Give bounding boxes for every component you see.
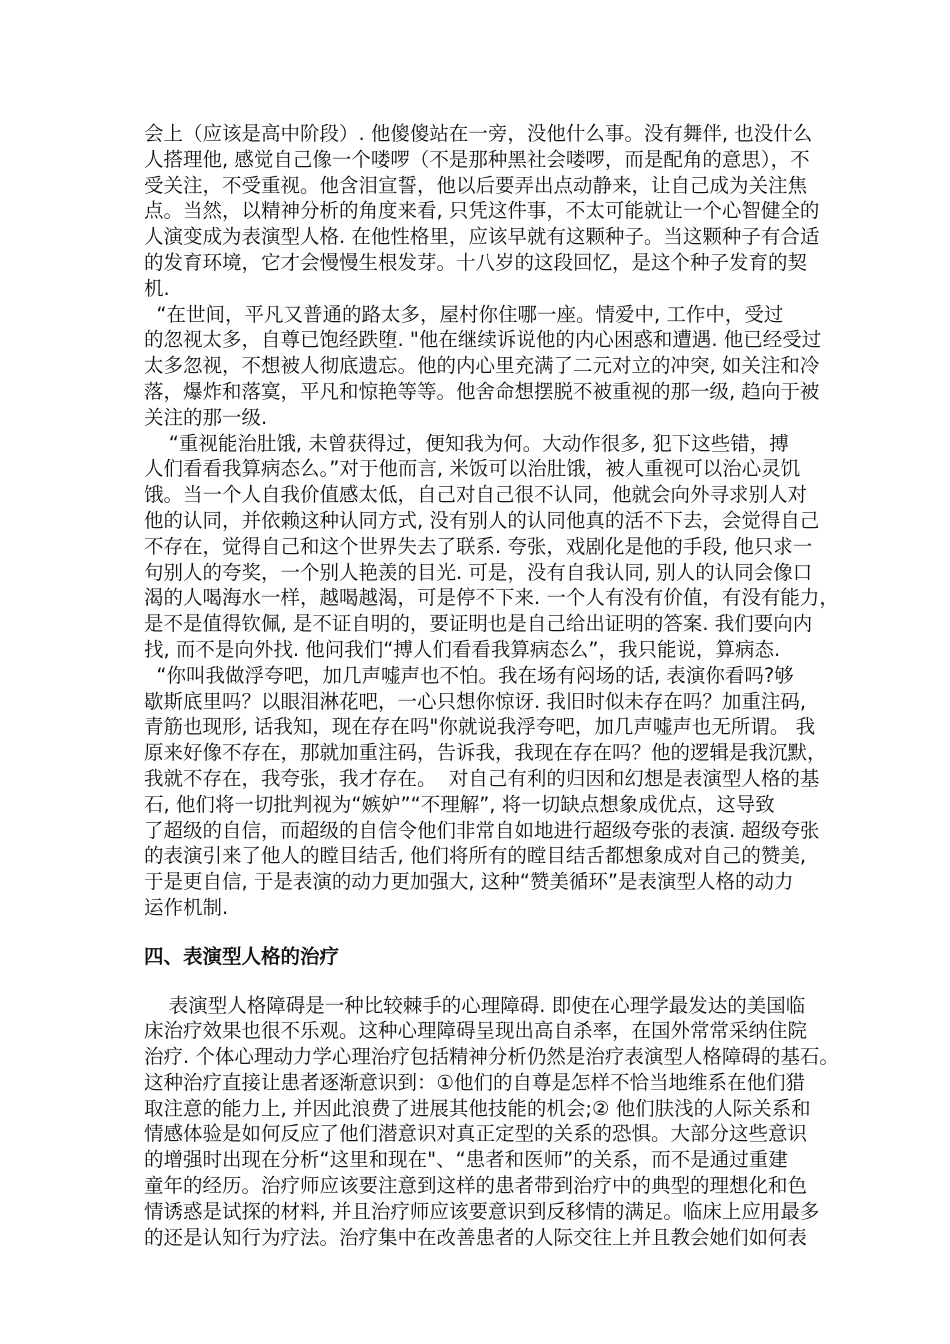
text-line: 表演型人格障碍是一种比较棘手的心理障碍. 即使在心理学最发达的美国临 xyxy=(144,993,806,1017)
paragraph-3 xyxy=(144,431,839,663)
text-line: “在世间，平凡又普通的路太多，屋村你住哪一座。情爱中, 工作中，受过 xyxy=(144,302,784,326)
paragraph-2 xyxy=(144,302,820,431)
paragraph-4 xyxy=(144,663,827,921)
text-line: 青筋也现形, 话我知，现在存在吗"你就说我浮夸吧，加几声嘘声也无所谓。 我 xyxy=(144,715,816,739)
text-line: 原来好像不存在，那就加重注码，告诉我，我现在存在吗？他的逻辑是我沉默， xyxy=(144,741,827,765)
text-line: 人们看看我算病态么。”对于他而言, 米饭可以治肚饿，被人重视可以治心灵饥 xyxy=(144,457,801,481)
text-line: 渴的人喝海水一样，越喝越渴，可是停不下来. 一个人有没有价值，有没有能力， xyxy=(144,586,839,610)
text-line: 找, 而不是向外找. 他问我们“搏人们看看我算病态么”，我只能说，算病态. xyxy=(144,637,781,661)
paragraph-5 xyxy=(144,993,839,1251)
document-body xyxy=(144,121,839,1250)
text-line: 的发育环境，它才会慢慢生根发芽。十八岁的这段回忆，是这个种子发育的契 xyxy=(144,250,808,274)
text-line: 治疗. 个体心理动力学心理治疗包括精神分析仍然是治疗表演型人格障碍的基石。 xyxy=(144,1045,839,1069)
text-line: “重视能治肚饿, 未曾获得过，便知我为何。大动作很多, 犯下这些错，搏 xyxy=(144,431,789,455)
text-line: 情诱惑是试探的材料, 并且治疗师应该要意识到反移情的满足。临床上应用最多 xyxy=(144,1199,820,1223)
paragraph-1 xyxy=(144,121,820,302)
text-line: 床治疗效果也很不乐观。这种心理障碍呈现出高自杀率，在国外常常采纳住院 xyxy=(144,1019,808,1043)
text-line: 句别人的夸奖，一个别人艳羡的目光. 可是，没有自我认同, 别人的认同会像口 xyxy=(144,560,813,584)
text-line: 这种治疗直接让患者逐渐意识到：①他们的自尊是怎样不恰当地维系在他们猎 xyxy=(144,1070,805,1094)
text-line: 机. xyxy=(144,276,170,300)
text-line: 我就不存在，我夸张，我才存在。 对自己有利的归因和幻想是表演型人格的基 xyxy=(144,766,820,790)
text-line: 的还是认知行为疗法。治疗集中在改善患者的人际交往上并且教会她们如何表 xyxy=(144,1225,808,1249)
text-line: 关注的那一级. xyxy=(144,405,268,429)
text-line: 的表演引来了他人的瞠目结舌, 他们将所有的瞠目结舌都想象成对自己的赞美, xyxy=(144,844,807,868)
text-line: 他的认同，并依赖这种认同方式, 没有别人的认同他真的活不下去，会觉得自己 xyxy=(144,508,820,532)
text-line: 不存在，觉得自己和这个世界失去了联系. 夸张，戏剧化是他的手段, 他只求一 xyxy=(144,534,813,558)
text-line: 太多忽视，不想被人彻底遗忘。他的内心里充满了二元对立的冲突, 如关注和冷 xyxy=(144,354,820,378)
text-line: 人演变成为表演型人格. 在他性格里，应该早就有这颗种子。当这颗种子有合适 xyxy=(144,225,820,249)
text-line: 石, 他们将一切批判视为“嫉妒”“不理解”, 将一切缺点想象成优点，这导致 xyxy=(144,792,775,816)
text-line: 落，爆炸和落寞，平凡和惊艳等等。他舍命想摆脱不被重视的那一级, 趋向于被 xyxy=(144,379,820,403)
text-line: 人搭理他, 感觉自己像一个喽啰（不是那种黑社会喽啰，而是配角的意思），不 xyxy=(144,147,810,171)
text-line: 是不是值得钦佩, 是不证自明的，要证明也是自己给出证明的答案. 我们要向内 xyxy=(144,612,813,636)
text-line: 的增强时出现在分析“这里和现在"、“患者和医师”的关系，而不是通过重建 xyxy=(144,1148,788,1172)
section-heading: 四、表演型人格的治疗 xyxy=(144,944,340,968)
text-line: 点。当然，以精神分析的角度来看, 只凭这件事，不太可能就让一个心智健全的 xyxy=(144,199,820,223)
text-line: 饿。当一个人自我价值感太低，自己对自己很不认同，他就会向外寻求别人对 xyxy=(144,483,808,507)
text-line: 的忽视太多，自尊已饱经跌堕. "他在继续诉说他的内心困惑和遭遇. 他已经受过 xyxy=(144,328,822,352)
text-line: 情感体验是如何反应了他们潜意识对真正定型的关系的恐惧。大部分这些意识 xyxy=(144,1122,808,1146)
text-line: 取注意的能力上, 并因此浪费了进展其他技能的机会;② 他们肤浅的人际关系和 xyxy=(144,1096,811,1120)
text-line: 了超级的自信，而超级的自信令他们非常自如地进行超级夸张的表演. 超级夸张 xyxy=(144,818,820,842)
text-line: 歇斯底里吗？以眼泪淋花吧，一心只想你惊讶. 我旧时似未存在吗？加重注码, xyxy=(144,689,807,713)
text-line: 童年的经历。治疗师应该要注意到这样的患者带到治疗中的典型的理想化和色 xyxy=(144,1174,808,1198)
text-line: 受关注，不受重视。他含泪宣誓，他以后要弄出点动静来，让自己成为关注焦 xyxy=(144,173,808,197)
text-line: “你叫我做浮夸吧，加几声嘘声也不怕。我在场有闷场的话, 表演你看吗?够 xyxy=(144,663,794,687)
text-line: 于是更自信, 于是表演的动力更加强大, 这种“赞美循环”是表演型人格的动力 xyxy=(144,870,794,894)
text-line: 运作机制. xyxy=(144,895,229,919)
text-line: 会上（应该是高中阶段）. 他傻傻站在一旁，没他什么事。没有舞伴, 也没什么 xyxy=(144,122,813,145)
